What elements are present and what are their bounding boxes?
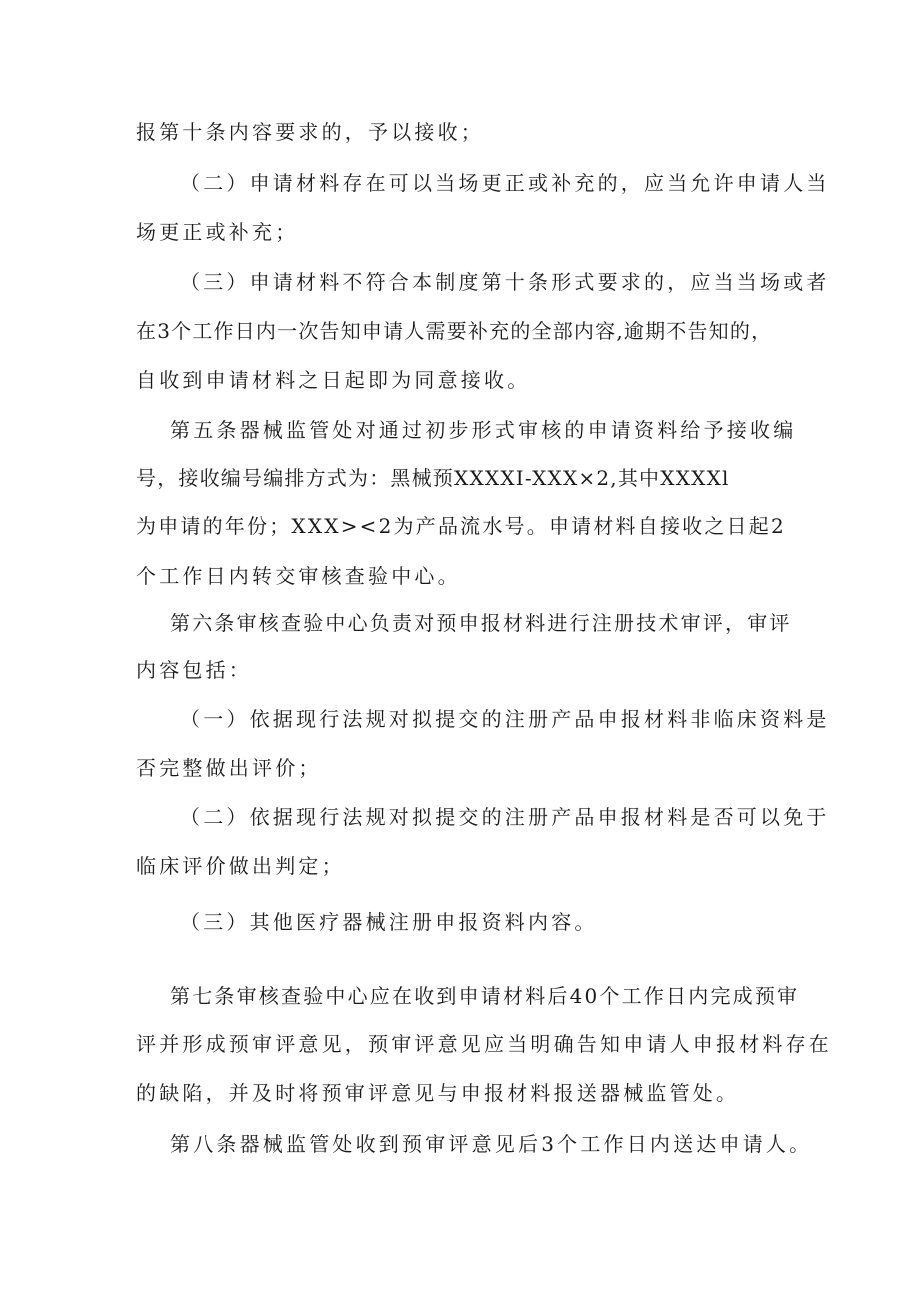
text-line: 场更正或补充；: [136, 220, 299, 244]
text-line: （一）依据现行法规对拟提交的注册产品申报材料非临床资料是: [180, 707, 830, 731]
text-line: 自收到申请材料之日起即为同意接收。: [136, 368, 531, 392]
text-line: 第五条器械监管处对通过初步形式审核的申请资料给予接收编: [170, 418, 797, 442]
text-line: （二）申请材料存在可以当场更正或补充的，应当允许申请人当: [180, 171, 830, 195]
text-line: 第六条审核查验中心负责对预申报材料进行注册技术审评，审评: [170, 611, 792, 635]
text-line: 第八条器械监管处收到预审评意见后3个工作日内送达申请人。: [170, 1132, 813, 1156]
text-line: 临床评价做出判定；: [136, 854, 345, 878]
text-line: 在3个工作日内一次告知申请人需要补充的全部内容,逾期不告知的，: [136, 319, 773, 343]
text-line: 为申请的年份；XXX><2为产品流水号。申请材料自接收之日起2: [136, 514, 786, 538]
text-line: 内容包括：: [136, 658, 252, 682]
text-line: （三）申请材料不符合本制度第十条形式要求的，应当当场或者: [180, 270, 830, 294]
text-line: （三）其他医疗器械注册申报资料内容。: [180, 910, 598, 934]
text-line: 评并形成预审评意见，预审评意见应当明确告知申请人申报材料存在: [136, 1032, 832, 1056]
text-line: 第七条审核查验中心应在收到申请材料后40个工作日内完成预审: [170, 984, 800, 1008]
text-line: 否完整做出评价；: [136, 756, 322, 780]
text-line: 报第十条内容要求的，予以接收；: [136, 120, 484, 144]
text-line: 号，接收编号编排方式为：黑械预XXXXI-XXX×2,其中XXXXl: [136, 466, 730, 490]
text-line: 的缺陷，并及时将预审评意见与申报材料报送器械监管处。: [136, 1081, 740, 1105]
text-line: 个工作日内转交审核查验中心。: [136, 564, 461, 588]
text-line: （二）依据现行法规对拟提交的注册产品申报材料是否可以免于: [180, 805, 830, 829]
